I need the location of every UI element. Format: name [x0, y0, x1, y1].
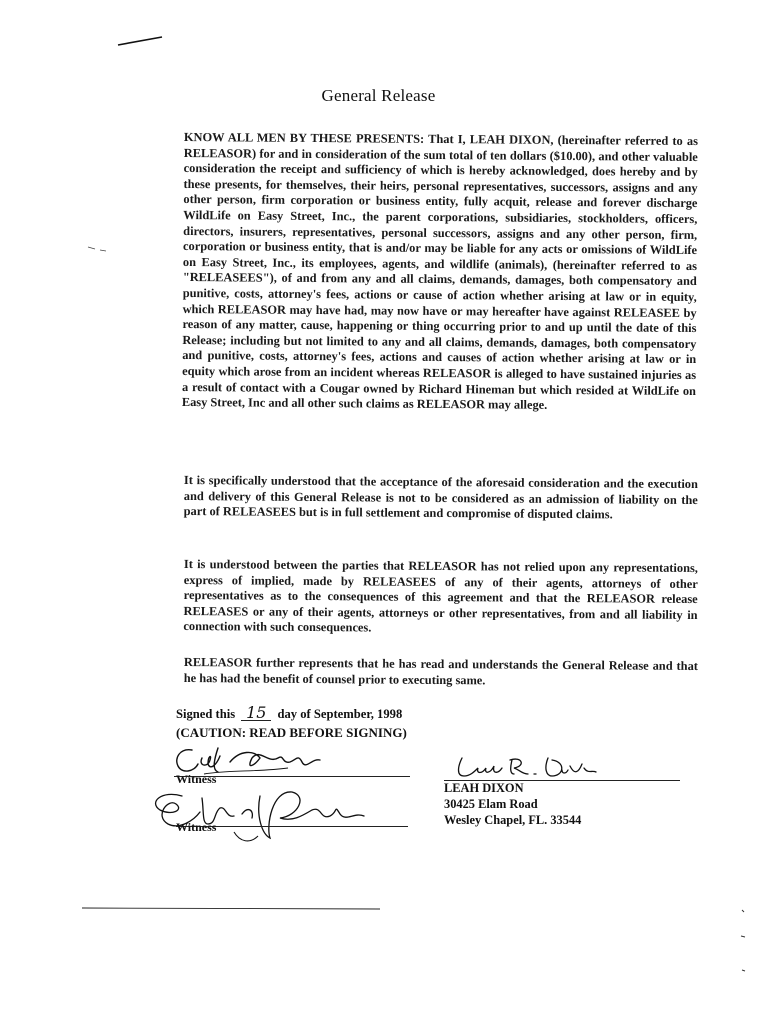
signed-prefix: Signed this: [176, 707, 236, 721]
releasor-name: LEAH DIXON: [444, 781, 524, 795]
caution-notice: (CAUTION: READ BEFORE SIGNING): [176, 725, 407, 740]
document-title: General Release: [321, 86, 436, 105]
scan-mark-margin: [86, 244, 110, 254]
paragraph-no-admission: It is specifically understood that the acceptance of the aforesaid consideration and the execution and delivery of this General Release is not to be considered as an admission of liability on the part of RELEASEES but is in full settlement and compromise of disputed claims.: [183, 473, 698, 522]
signed-date-line: [176, 703, 403, 722]
witness-2-label: Witness: [176, 820, 217, 834]
scan-mark-right: [736, 900, 752, 980]
releasor-address-block: [444, 780, 581, 828]
paragraph-release-terms: KNOW ALL MEN BY THESE PRESENTS: That I, LEAH DIXON, (hereinafter referred to as RELEASOR) for and in consideration of the sum total of ten dollars ($10.00), and other valuable consideration the receipt and sufficiency of which is hereby acknowledged, does hereby and by these presents, for themselves, their heirs, personal representatives, successors, assigns and any other person, firm corporation or business entity, fully acquit, release and forever discharge WildLife on Easy Street, Inc., the parent corporations, subsidiaries, stockholders, officers, directors, insurers, representatives, personal successors, assigns and any other person, firm, corporation or business entity, that is and/or may be liable for any acts or omissions of WildLife on Easy Street, Inc., its employees, agents, and wildlife (animals), (hereinafter referred to as "RELEASEES"), of and from any and all claims, demands, damages, both compensatory and punitive, costs, attorney's fees, actions or cause of action whether arising at law or in equity, which RELEASOR may have had, may now have or may hereafter have against RELEASEE by reason of any matter, cause, happening or thing occurring prior to and up until the date of this Release; including but not limited to any and all claims, demands, damages, both compensatory and punitive, costs, attorney's fees, actions and causes of action whether arising at law or in equity which arose from an incident whereas RELEASOR is alleged to have sustained injuries as a result of contact with a Cougar owned by Richard Hineman but which resided at WildLife on Easy Street, Inc and all other such claims as RELEASOR may allege.: [181, 130, 698, 412]
signed-suffix: day of September, 1998: [277, 707, 403, 721]
witness-1-label: Witness: [176, 772, 217, 786]
witness-2-signature: [142, 776, 382, 850]
releasor-address-line-2: Wesley Chapel, FL. 33544: [444, 813, 582, 827]
scan-mark-bottom: [80, 903, 410, 913]
signed-day: 15: [241, 706, 271, 721]
paragraph-no-reliance: It is understood between the parties that RELEASOR has not relied upon any representations, express of implied, made by RELEASEES of any of their agents, attorneys of other representatives as to the consequences of this agreement and that the RELEASOR release RELEASES or any of their agents, attorneys or other representatives, from and all liability in connection with such consequences.: [183, 557, 698, 635]
releasor-address-line-1: 30425 Elam Road: [444, 797, 538, 811]
scan-mark-top-left: [116, 34, 164, 48]
paragraph-acknowledgement: RELEASOR further represents that he has read and understands the General Release and that he has had the benefit of counsel prior to executing same.: [183, 655, 698, 687]
